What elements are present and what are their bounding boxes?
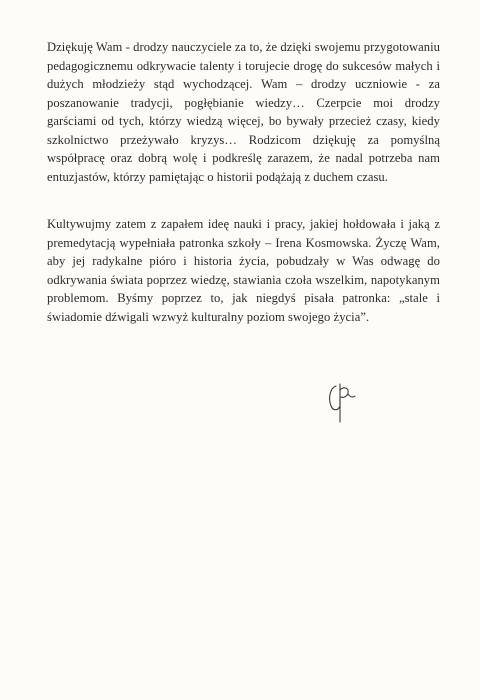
paragraph-thanks: [47, 38, 440, 186]
handwritten-signature-icon: [322, 376, 362, 426]
paragraph-wishes: [47, 215, 440, 326]
paragraph-text: Dziękuję Wam - drodzy nauczyciele za to, że dzięki swojemu przygotowaniu pedagogicznemu odkrywacie talenty i torujecie drogę do sukcesów małych i dużych młodzieży stąd wychodzącej. Wam – drodzy uczniowie - za poszanowanie tradycji, pogłębianie wiedzy… Czerpcie moi drodzy garściami od tych, którzy wiedzą więcej, bo bywały przecież czasy, kiedy szkolnictwo przeżywało kryzys… Rodzicom dziękuję za pomyślną współpracę oraz dobrą wolę i podkreślę zarazem, że nadal potrzeba nam entuzjastów, którzy pamiętając o historii podążają z duchem czasu.: [47, 40, 440, 184]
paragraph-text: Kultywujmy zatem z zapałem ideę nauki i pracy, jakiej hołdowała i jaką z premedytacją wypełniała patronka szkoły – Irena Kosmowska. Życzę Wam, aby jej radykalne pióro i historia życia, pobudzały w Was odwagę do odkrywania świata poprzez wiedzę, stawiania czoła wszelkim, napotykanym problemom. Byśmy poprzez to, jak niegdyś pisała patronka: „stale i świadomie dźwigali wzwyż kulturalny poziom swojego życia”.: [47, 217, 440, 324]
